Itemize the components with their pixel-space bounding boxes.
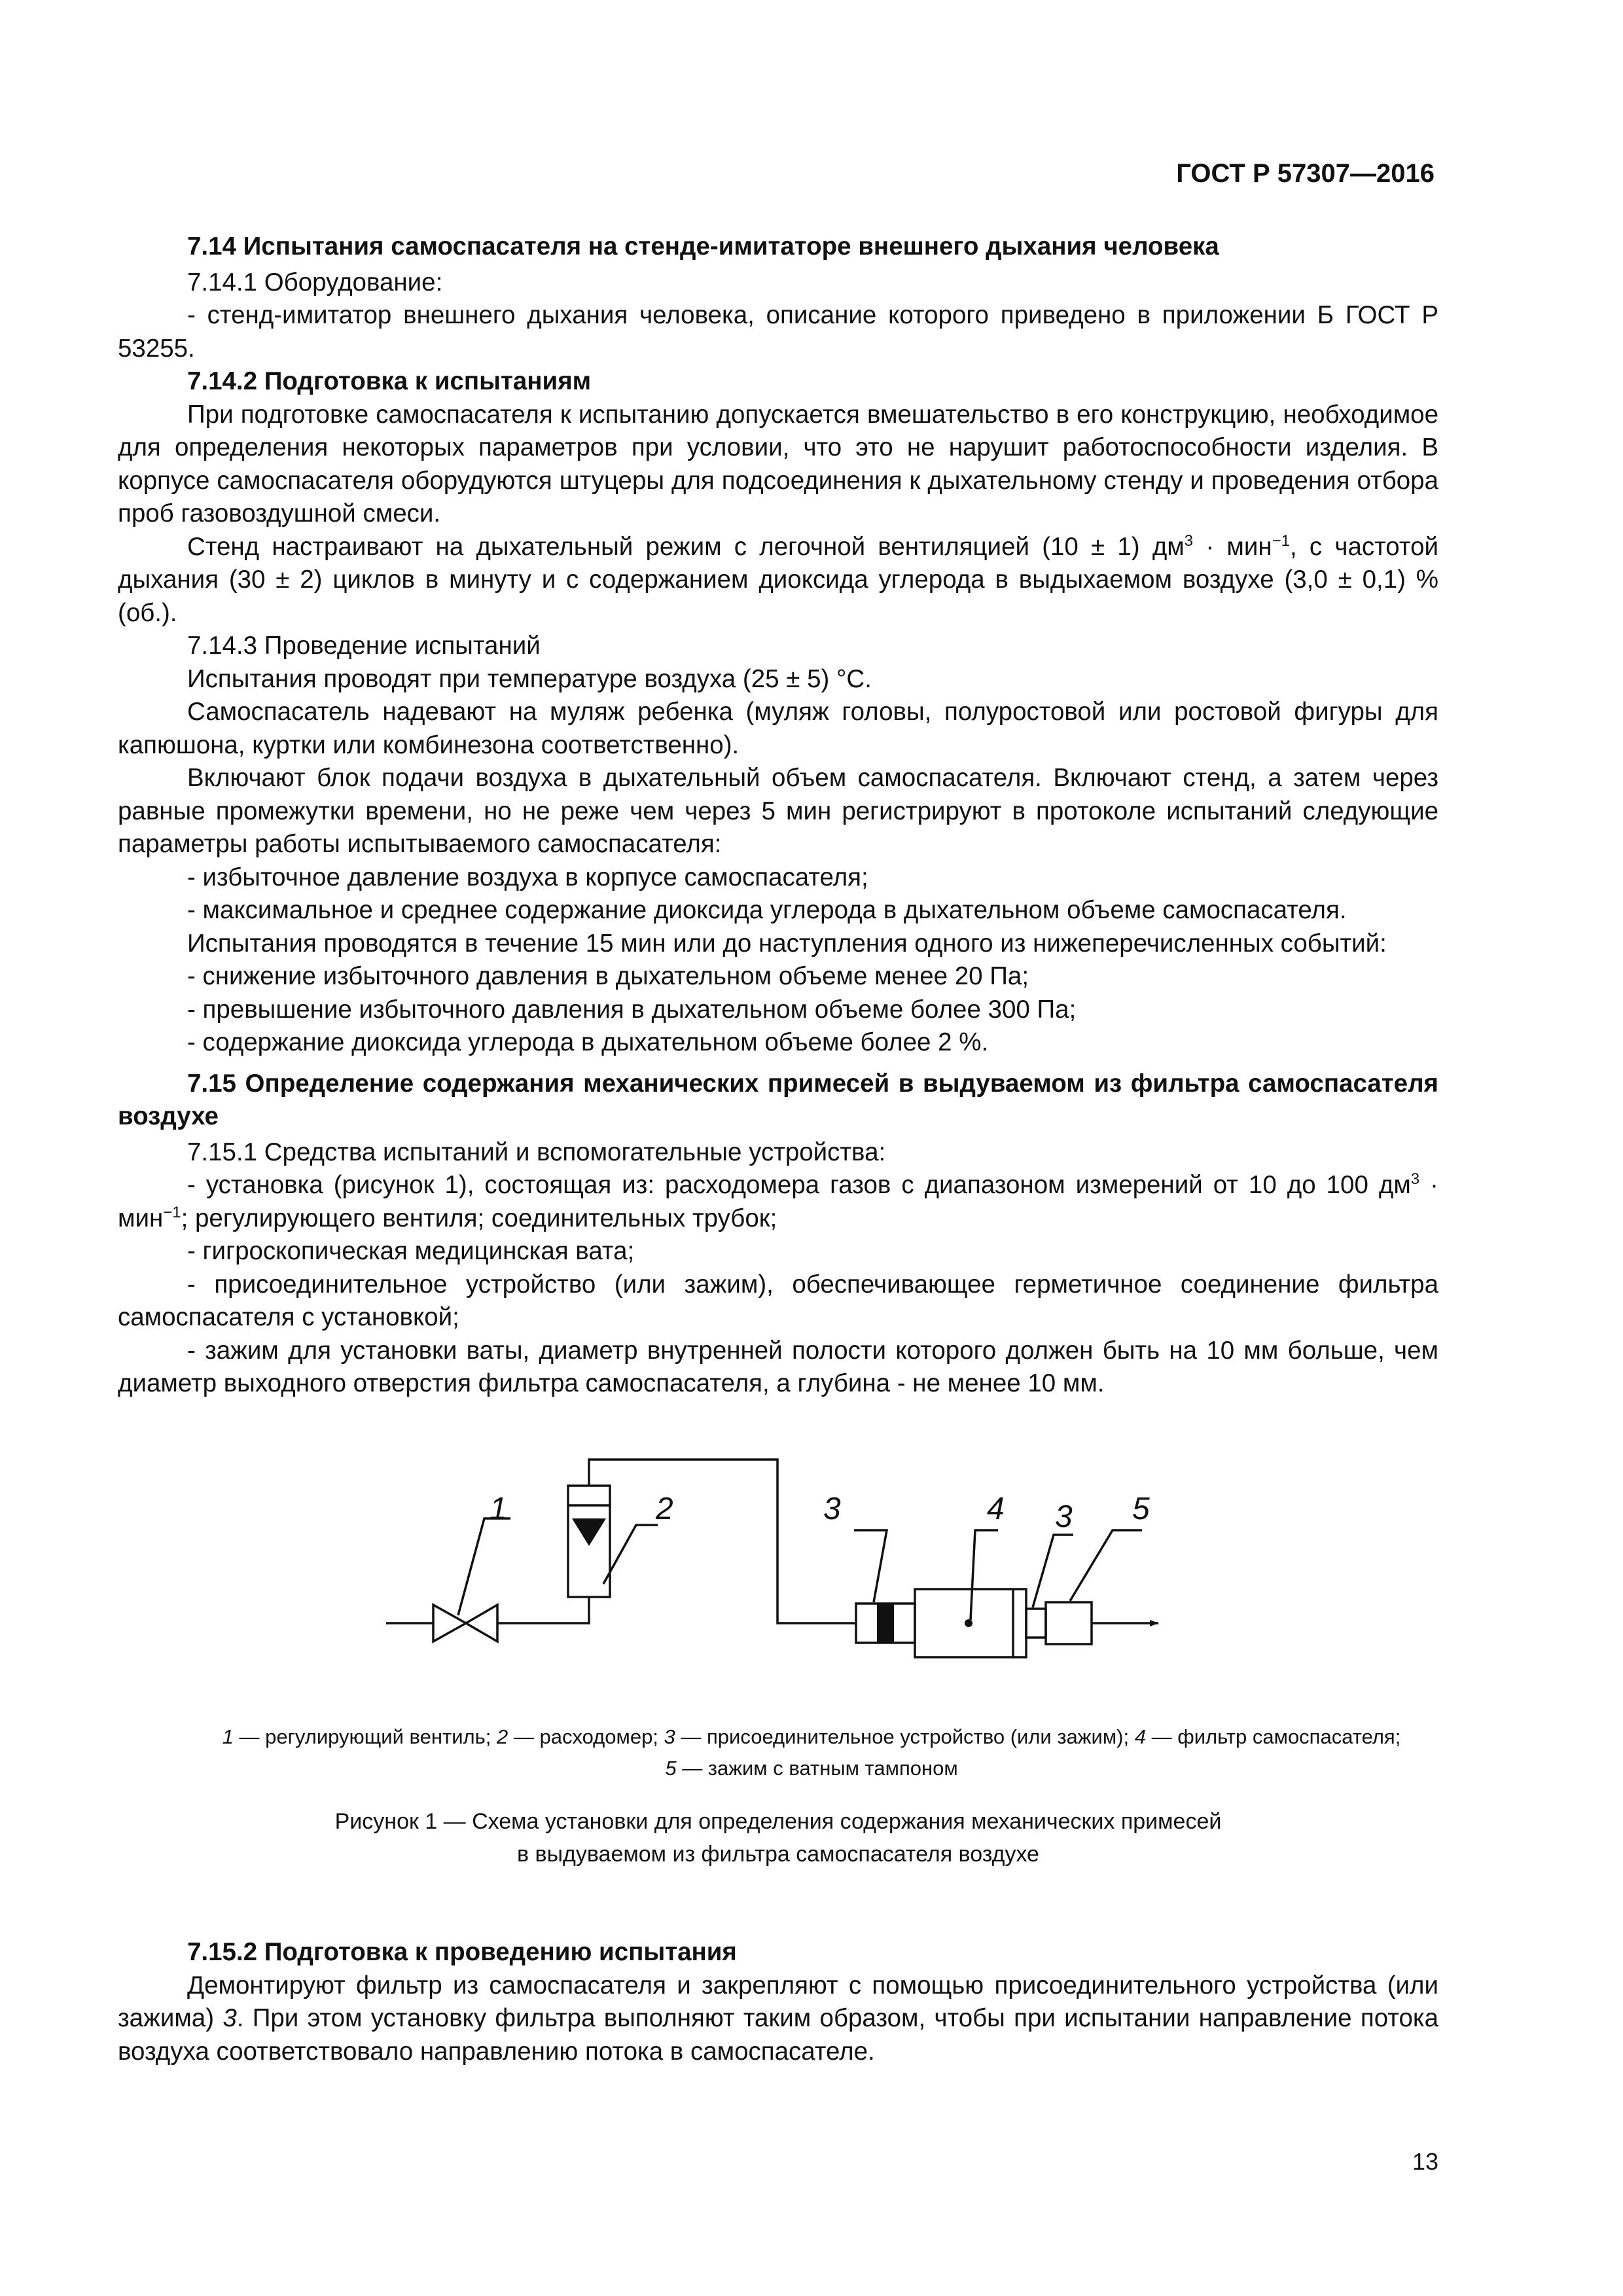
page-number: 13 <box>1412 2148 1438 2175</box>
leader-4 <box>971 1530 998 1620</box>
filter-center-dot <box>965 1619 972 1627</box>
pipe-valve-to-flowmeter <box>497 1597 589 1623</box>
document-code: ГОСТ Р 57307—2016 <box>1176 159 1435 188</box>
leader-3a <box>854 1530 887 1602</box>
paragraph: Испытания проводятся в течение 15 мин или до наступления одного из нижеперечисленных событий: <box>187 929 1387 958</box>
pipe-flowmeter-to-filter <box>589 1460 856 1623</box>
list-item: - зажим для установки ваты, диаметр внутренней полости которого должен быть на 10 мм больше, чем диаметр выходного отверстия фильтра самоспасателя, а глубина - не менее 10 мм. <box>118 1336 1438 1397</box>
figure-legend: 1 — регулирующий вентиль; 2 — расходомер; 3 — присоединительное устройство (или зажим); 4 — фильтр самоспасателя; 5 — зажим с ватным тампоном <box>222 1725 1401 1780</box>
list-item: - снижение избыточного давления в дыхательном объеме менее 20 Па; <box>187 962 1029 990</box>
flowmeter-indicator-icon <box>572 1518 606 1546</box>
list-item: - максимальное и среднее содержание диоксида углерода в дыхательном объеме самоспасателя. <box>187 896 1347 924</box>
paragraph-breathing-mode: Стенд настраивают на дыхательный режим с легочной вентиляцией (10 ± 1) $дм^3 \cdot мин^{-1}$, с частотой дыхания (30 ± 2) циклов в минуту и с содержанием диоксида углерода в выдыхаемом воздухе (3,0 ± 0,1) % (об.). <box>118 531 1438 627</box>
figure-label-5: 5 <box>1132 1492 1150 1526</box>
heading-7-15: 7.15 Определение содержания механических примесей в выдуваемом из фильтра самоспасателя воздухе <box>118 1069 1438 1130</box>
list-item: - установка (рисунок 1), состоящая из: расходомера газов с диапазоном измерений от 10 до 100 $дм^3 \cdot мин^{-1}$; регулирующего вентиля; соединительных трубок; <box>118 1170 1438 1232</box>
leader-3b <box>1033 1535 1073 1607</box>
heading-7-15-2: 7.15.2 Подготовка к проведению испытания <box>187 1938 737 1966</box>
body-text <box>118 230 1438 1401</box>
paragraph: Испытания проводят при температуре воздуха (25 ± 5) °С. <box>187 664 872 693</box>
figure-setup-diagram <box>366 1433 1257 1702</box>
valve-icon-right <box>466 1605 497 1641</box>
clamp-body <box>1046 1602 1092 1644</box>
figure-label-3b: 3 <box>1055 1499 1073 1534</box>
figure-label-3: 3 <box>823 1492 841 1526</box>
heading-7-14-2: 7.14.2 Подготовка к испытаниям <box>187 367 592 395</box>
paragraph: Включают блок подачи воздуха в дыхательный объем самоспасателя. Включают стенд, а затем через равные промежутки времени, но не реже чем через 5 мин регистрируют в протоколе испытаний следующие параметры работы испытываемого самоспасателя: <box>118 764 1438 858</box>
leader-1 <box>458 1518 510 1615</box>
list-item: - избыточное давление воздуха в корпусе самоспасателя; <box>187 863 868 891</box>
paragraph-7-15-1: 7.15.1 Средства испытаний и вспомогательные устройства: <box>187 1138 886 1166</box>
list-item: - присоединительное устройство (или зажим), обеспечивающее герметичное соединение фильтра самоспасателя с установкой; <box>118 1270 1438 1331</box>
connector-left-plug <box>877 1604 894 1643</box>
list-item: - превышение избыточного давления в дыхательном объеме более 300 Па; <box>187 995 1077 1024</box>
leader-5 <box>1070 1530 1142 1601</box>
figure-label-1: 1 <box>490 1492 507 1526</box>
figure-label-2: 2 <box>656 1492 673 1526</box>
list-item: - гигроскопическая медицинская вата; <box>187 1237 635 1265</box>
leader-2 <box>603 1525 658 1584</box>
setup-diagram <box>366 1433 1257 1702</box>
valve-icon <box>433 1605 466 1641</box>
list-item: - стенд-имитатор внешнего дыхания человека, описание которого приведено в приложении Б ГОСТ Р 53255. <box>118 301 1438 363</box>
paragraph: При подготовке самоспасателя к испытанию допускается вмешательство в его конструкцию, необходимое для определения некоторых параметров при условии, что это не нарушит работоспособности изделия. В корпусе самоспасателя оборудуются штуцеры для подсоединения к дыхательному стенду и проведения отбора проб газовоздушной смеси. <box>118 400 1438 528</box>
list-item: - содержание диоксида углерода в дыхательном объеме более 2 %. <box>187 1028 989 1056</box>
paragraph: Самоспасатель надевают на муляж ребенка (муляж головы, полуростовой или ростовой фигуры для капюшона, куртки или комбинезона соответственно). <box>118 698 1438 759</box>
connector-right <box>1026 1609 1046 1638</box>
section-7-15-2 <box>118 1936 1438 2068</box>
figure-caption: Рисунок 1 — Схема установки для определения содержания механических примесей в выдуваемом из фильтра самоспасателя воздухе <box>334 1809 1222 1867</box>
figure-label-4: 4 <box>987 1492 1005 1526</box>
paragraph: Демонтируют фильтр из самоспасателя и закрепляют с помощью присоединительного устройства (или зажима) 3. При этом установку фильтра выполняют таким образом, чтобы при испытании направление потока воздуха соответствовало направлению потока в самоспасателе. <box>118 1971 1438 2066</box>
heading-7-14-3: 7.14.3 Проведение испытаний <box>187 632 541 660</box>
heading-7-14: 7.14 Испытания самоспасателя на стенде-имитаторе внешнего дыхания человека <box>187 232 1219 260</box>
paragraph-7-14-1: 7.14.1 Оборудование: <box>187 268 443 296</box>
